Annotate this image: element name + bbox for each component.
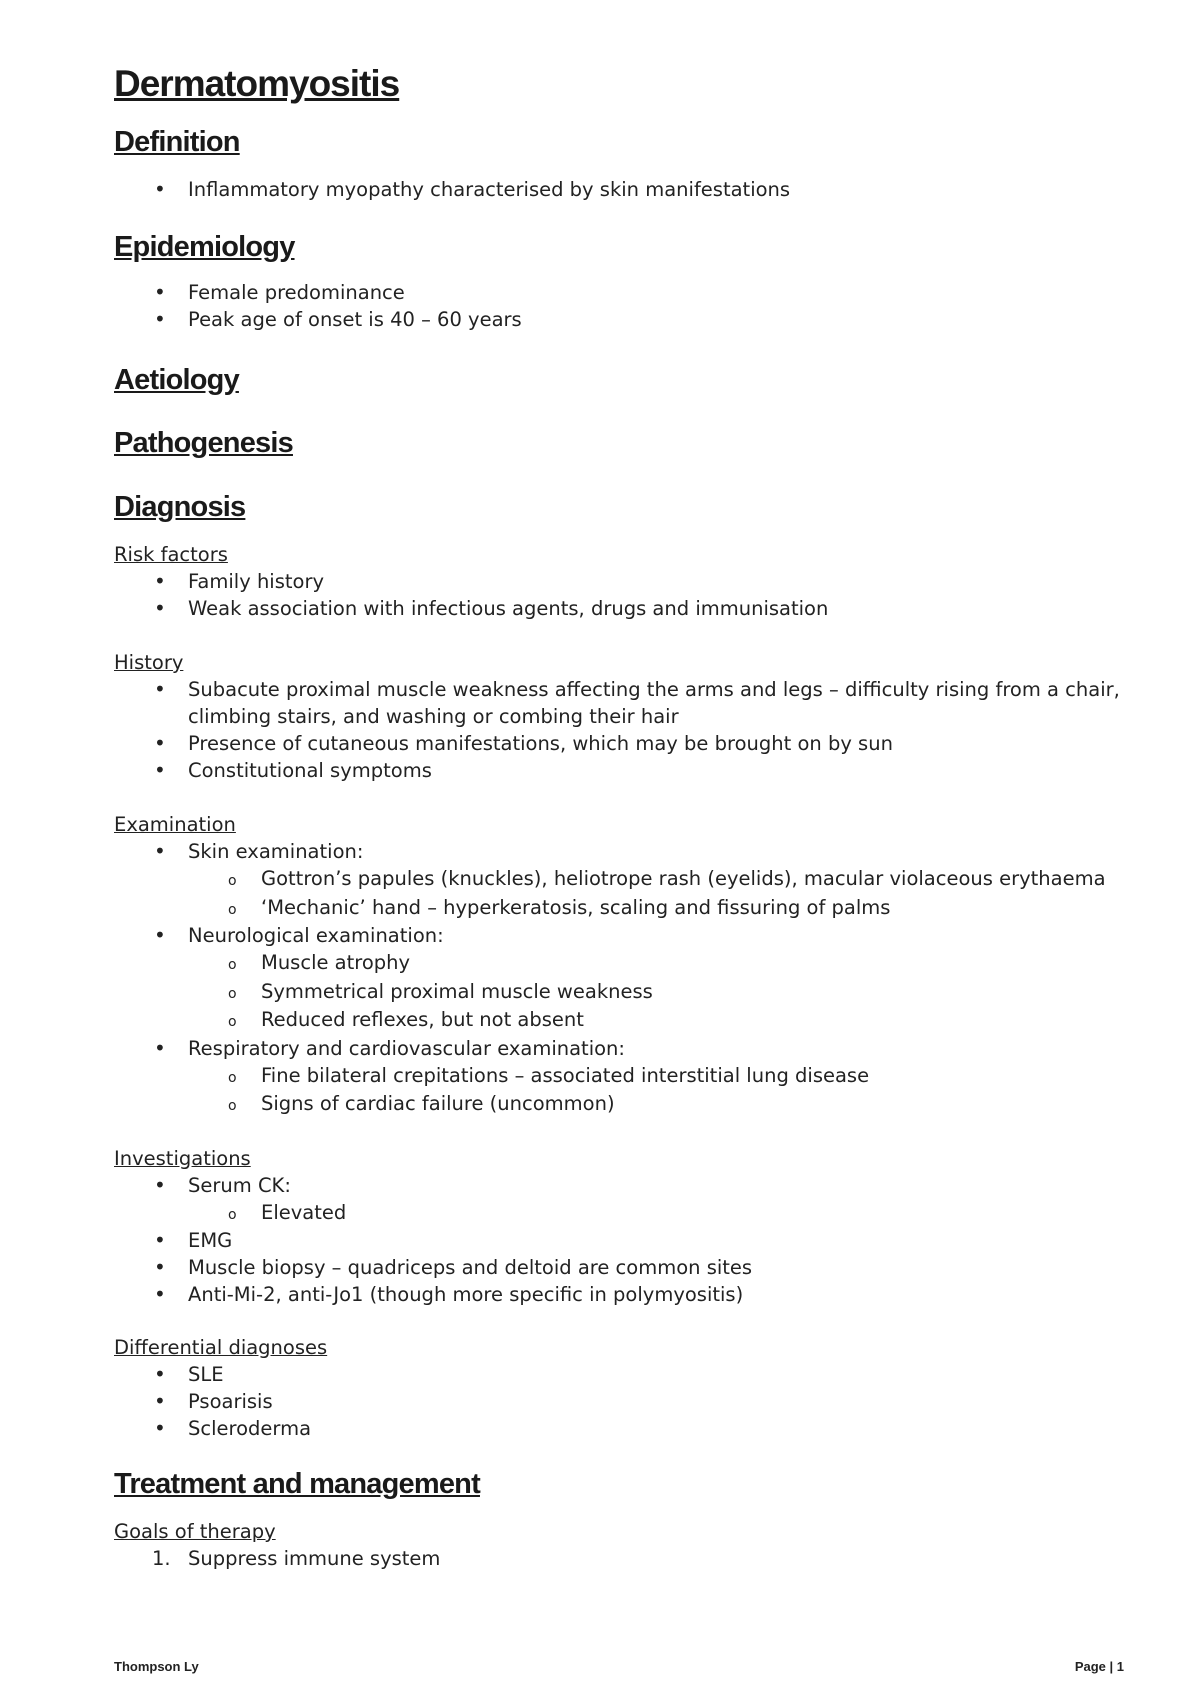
sub-list-item: o Elevated	[114, 1199, 1124, 1228]
subheading-risk-factors: Risk factors	[114, 543, 228, 566]
list-item: • Skin examination:	[114, 838, 1124, 865]
examination-list	[114, 838, 1124, 1119]
sub-list-item: o Symmetrical proximal muscle weakness	[114, 978, 1124, 1007]
subheading-goals-of-therapy: Goals of therapy	[114, 1520, 276, 1543]
risk-factors-list	[114, 568, 1124, 622]
list-item: • Serum CK:	[114, 1172, 1124, 1199]
list-item: • Female predominance	[114, 279, 1124, 306]
list-item: • Subacute proximal muscle weakness affecting the arms and legs – difficulty rising from a chair, climbing stairs, and washing or combing their hair	[114, 676, 1124, 730]
subheading-differential-diagnoses: Differential diagnoses	[114, 1336, 328, 1359]
sub-list-item: o Signs of cardiac failure (uncommon)	[114, 1090, 1124, 1119]
sub-list-item: o Reduced reflexes, but not absent	[114, 1006, 1124, 1035]
epidemiology-list	[114, 279, 1124, 333]
heading-treatment: Treatment and management	[114, 1468, 480, 1500]
list-item: • Anti-Mi-2, anti-Jo1 (though more specific in polymyositis)	[114, 1281, 1124, 1308]
sub-list-item: o Muscle atrophy	[114, 949, 1124, 978]
list-item: • Inflammatory myopathy characterised by skin manifestations	[114, 176, 1124, 203]
list-item: • Peak age of onset is 40 – 60 years	[114, 306, 1124, 333]
heading-epidemiology: Epidemiology	[114, 231, 295, 263]
investigations-list	[114, 1172, 1124, 1309]
goals-list	[114, 1545, 1124, 1572]
list-item-text: Suppress immune system	[188, 1547, 441, 1570]
subheading-examination: Examination	[114, 813, 236, 836]
heading-pathogenesis: Pathogenesis	[114, 427, 293, 459]
document-content	[114, 58, 1124, 1572]
sub-list-item: o ‘Mechanic’ hand – hyperkeratosis, scaling and fissuring of palms	[114, 894, 1124, 923]
heading-definition: Definition	[114, 126, 240, 158]
numbered-list-item	[114, 1545, 1124, 1572]
subheading-investigations: Investigations	[114, 1146, 251, 1170]
history-list	[114, 676, 1124, 784]
list-item: • Scleroderma	[114, 1415, 1124, 1442]
heading-aetiology: Aetiology	[114, 364, 239, 396]
heading-diagnosis: Diagnosis	[114, 491, 246, 523]
list-item: • Presence of cutaneous manifestations, which may be brought on by sun	[114, 730, 1124, 757]
list-item: • SLE	[114, 1361, 1124, 1388]
list-number: 1.	[152, 1547, 171, 1570]
differential-list	[114, 1361, 1124, 1442]
list-item: • EMG	[114, 1227, 1124, 1254]
page-title: Dermatomyositis	[114, 63, 400, 104]
list-item: • Muscle biopsy – quadriceps and deltoid are common sites	[114, 1254, 1124, 1281]
sub-list-item: o Gottron’s papules (knuckles), heliotrope rash (eyelids), macular violaceous erythaema	[114, 865, 1124, 894]
list-item: • Weak association with infectious agents, drugs and immunisation	[114, 595, 1124, 622]
list-item: • Constitutional symptoms	[114, 757, 1124, 784]
list-item: • Family history	[114, 568, 1124, 595]
footer-author: Thompson Ly	[114, 1659, 199, 1674]
list-item: • Respiratory and cardiovascular examination:	[114, 1035, 1124, 1062]
list-item: • Neurological examination:	[114, 922, 1124, 949]
sub-list-item: o Fine bilateral crepitations – associated interstitial lung disease	[114, 1062, 1124, 1091]
footer-page-number: Page | 1	[1074, 1659, 1124, 1674]
definition-list	[114, 176, 1124, 203]
list-item: • Psoarisis	[114, 1388, 1124, 1415]
subheading-history: History	[114, 651, 184, 674]
